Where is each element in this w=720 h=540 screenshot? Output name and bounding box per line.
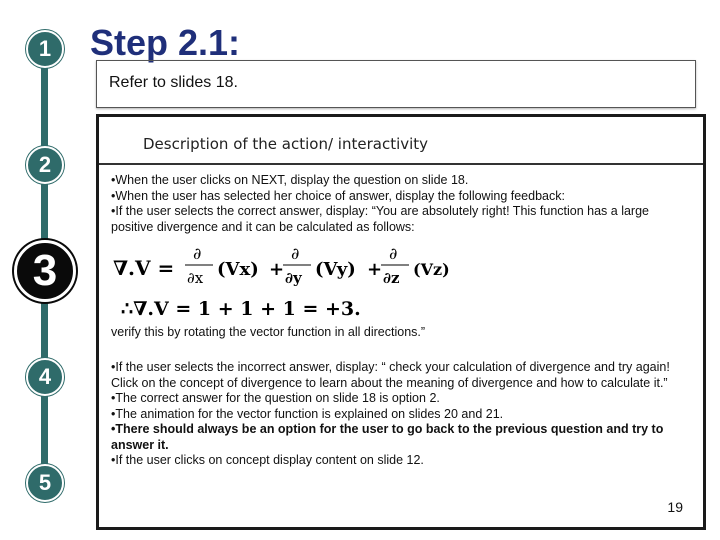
bullet-line: •If the user selects the incorrect answer, display: “ check your calculation of divergence and try again! Click on the concept of divergence to learn about the meaning of divergence and how to calculate it.”: [111, 360, 670, 390]
divergence-result: [113, 293, 413, 323]
step-1-label: 1: [38, 36, 52, 61]
step-4-circle[interactable]: [26, 358, 64, 396]
step-1-circle[interactable]: [26, 30, 64, 68]
eq-den-z: ∂z: [383, 269, 400, 287]
slide-number: 19: [667, 499, 683, 515]
step-2-label: 2: [38, 152, 52, 177]
eq-num-y: (Vy): [315, 259, 356, 280]
svg-text:+: +: [367, 259, 383, 280]
eq-lhs: ∇.V =: [113, 256, 175, 280]
eq-result-text: ∴∇.V = 1 + 1 + 1 = +3.: [121, 298, 361, 320]
description-header: [99, 117, 703, 165]
step-3-circle-active[interactable]: [14, 240, 76, 302]
bullet-line: •If the user selects the correct answer, display: “You are absolutely right! This function has a large positive divergence and it can be calculated as follows:: [111, 204, 649, 234]
description-panel: [96, 114, 706, 530]
svg-text:+: +: [269, 259, 285, 280]
reference-text: Refer to slides 18.: [109, 74, 238, 91]
eq-num-x: (Vx): [217, 259, 259, 280]
feedback-paragraph-1: [111, 173, 691, 235]
verify-line: verify this by rotating the vector function in all directions.”: [111, 325, 426, 339]
reference-box: [96, 60, 696, 108]
bullet-line-bold: •There should always be an option for the user to go back to the previous question and try to answer it.: [111, 422, 664, 452]
eq-num-z: (Vz): [413, 260, 450, 279]
step-4-label: 4: [38, 364, 52, 389]
eq-partial-z: ∂: [389, 245, 398, 263]
eq-term-y: [283, 245, 382, 287]
bullet-line: •If the user clicks on concept display content on slide 12.: [111, 453, 424, 467]
eq-partial-x: ∂: [193, 245, 202, 263]
eq-partial-y: ∂: [291, 245, 300, 263]
bullet-line: •The correct answer for the question on slide 18 is option 2.: [111, 391, 440, 405]
eq-term-x: [185, 245, 284, 287]
bullet-line: •The animation for the vector function is explained on slides 20 and 21.: [111, 406, 504, 421]
feedback-paragraph-3: [111, 360, 691, 469]
eq-den-x: ∂x: [187, 269, 204, 287]
step-2-circle[interactable]: [26, 146, 64, 184]
page-title: Step 2.1:: [90, 22, 241, 63]
step-3-label: 3: [32, 246, 58, 295]
bullet-line: •When the user clicks on NEXT, display the question on slide 18.: [111, 173, 469, 187]
eq-den-y: ∂y: [285, 269, 302, 287]
step-5-label: 5: [38, 470, 52, 495]
step-5-circle[interactable]: [26, 464, 64, 502]
divergence-equation: [113, 245, 453, 289]
description-heading: Description of the action/ interactivity: [143, 135, 429, 153]
eq-term-z: [381, 245, 450, 287]
bullet-line: •When the user has selected her choice of answer, display the following feedback:: [111, 188, 565, 203]
